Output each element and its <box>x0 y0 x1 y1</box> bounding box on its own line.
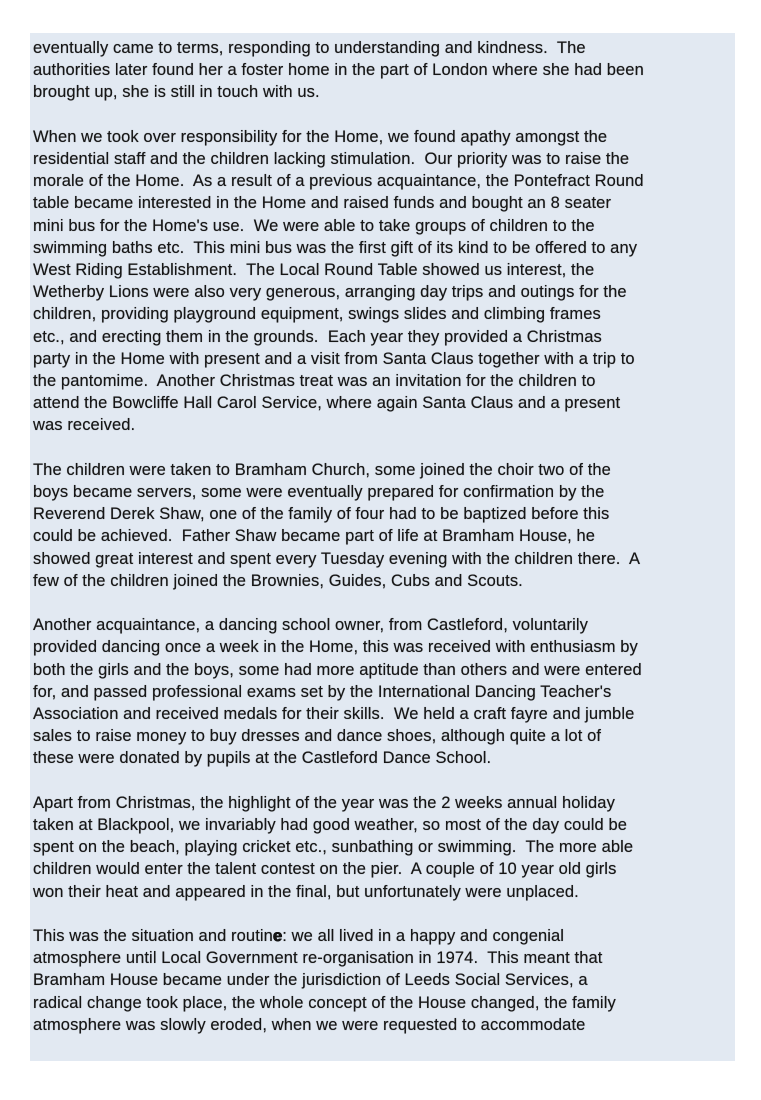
document-text <box>33 37 735 1058</box>
text-line: mini bus for the Home's use. We were able to take groups of children to the <box>33 216 595 235</box>
text-line: The children were taken to Bramham Church, some joined the choir two of the <box>33 460 611 479</box>
paragraph <box>33 126 735 437</box>
paragraph <box>33 925 735 1036</box>
paragraph <box>33 459 735 592</box>
text-line: residential staff and the children lacking stimulation. Our priority was to raise the <box>33 150 630 168</box>
text-line: few of the children joined the Brownies, Guides, Cubs and Scouts. <box>33 571 523 590</box>
text-line: etc., and erecting them in the grounds. Each year they provided a Christmas <box>33 327 602 346</box>
text-line: could be achieved. Father Shaw became part of life at Bramham House, he <box>33 527 596 546</box>
text-line: showed great interest and spent every Tuesday evening with the children there. A <box>33 549 641 568</box>
text-line: West Riding Establishment. The Local Round Table showed us interest, the <box>33 261 595 280</box>
scan-area <box>30 33 735 1061</box>
text-line: atmosphere until Local Government re-organisation in 1974. This meant that <box>33 949 603 968</box>
text-line: authorities later found her a foster home in the part of London where she had been <box>33 61 644 80</box>
text-segment: This was the situation and routin <box>33 927 273 946</box>
paragraph <box>33 792 735 903</box>
text-line: both the girls and the boys, some had more aptitude than others and were entered <box>33 660 642 679</box>
text-line: atmosphere was slowly eroded, when we were requested to accommodate <box>33 1015 586 1034</box>
text-line: party in the Home with present and a visit from Santa Claus together with a trip to <box>33 349 635 368</box>
text-line: Apart from Christmas, the highlight of the year was the 2 weeks annual holiday <box>33 793 615 812</box>
text-line: eventually came to terms, responding to understanding and kindness. The <box>33 39 586 57</box>
text-line: Reverend Derek Shaw, one of the family of four had to be baptized before this <box>33 505 610 524</box>
text-line: children, providing playground equipment, swings slides and climbing frames <box>33 305 601 324</box>
text-line: radical change took place, the whole concept of the House changed, the family <box>33 993 616 1012</box>
text-line: Another acquaintance, a dancing school owner, from Castleford, voluntarily <box>33 616 588 635</box>
text-line: morale of the Home. As a result of a previous acquaintance, the Pontefract Round <box>33 172 644 191</box>
text-line: taken at Blackpool, we invariably had good weather, so most of the day could be <box>33 816 628 835</box>
text-line: the pantomime. Another Christmas treat was an invitation for the children to <box>33 372 596 391</box>
text-line: table became interested in the Home and raised funds and bought an 8 seater <box>33 194 612 213</box>
text-line: children would enter the talent contest on the pier. A couple of 10 year old girls <box>33 860 617 879</box>
paragraph <box>33 37 735 104</box>
text-line: Association and received medals for their skills. We held a craft fayre and jumble <box>33 705 635 724</box>
text-line: for, and passed professional exams set by the International Dancing Teacher's <box>33 682 612 701</box>
text-line: Wetherby Lions were also very generous, arranging day trips and outings for the <box>33 283 627 302</box>
text-line: sales to raise money to buy dresses and dance shoes, although quite a lot of <box>33 727 602 746</box>
text-line: boys became servers, some were eventually prepared for confirmation by the <box>33 483 605 502</box>
text-line: provided dancing once a week in the Home, this was received with enthusiasm by <box>33 638 638 657</box>
paragraph <box>33 614 735 769</box>
text-line: spent on the beach, playing cricket etc., sunbathing or swimming. The more able <box>33 838 634 857</box>
text-line: When we took over responsibility for the Home, we found apathy amongst the <box>33 127 608 146</box>
text-line: was received. <box>33 416 136 435</box>
overstruck-character: e <box>272 927 283 946</box>
text-segment: : we all lived in a happy and congenial <box>282 927 565 946</box>
text-line: these were donated by pupils at the Castleford Dance School. <box>33 749 492 768</box>
text-line: attend the Bowcliffe Hall Carol Service, where again Santa Claus and a present <box>33 394 621 413</box>
text-line: won their heat and appeared in the final, but unfortunately were unplaced. <box>33 882 579 901</box>
text-line <box>33 925 735 947</box>
text-line: brought up, she is still in touch with us. <box>33 83 320 102</box>
text-line: swimming baths etc. This mini bus was the first gift of its kind to be offered to any <box>33 238 638 257</box>
text-line: Bramham House became under the jurisdiction of Leeds Social Services, a <box>33 971 588 990</box>
